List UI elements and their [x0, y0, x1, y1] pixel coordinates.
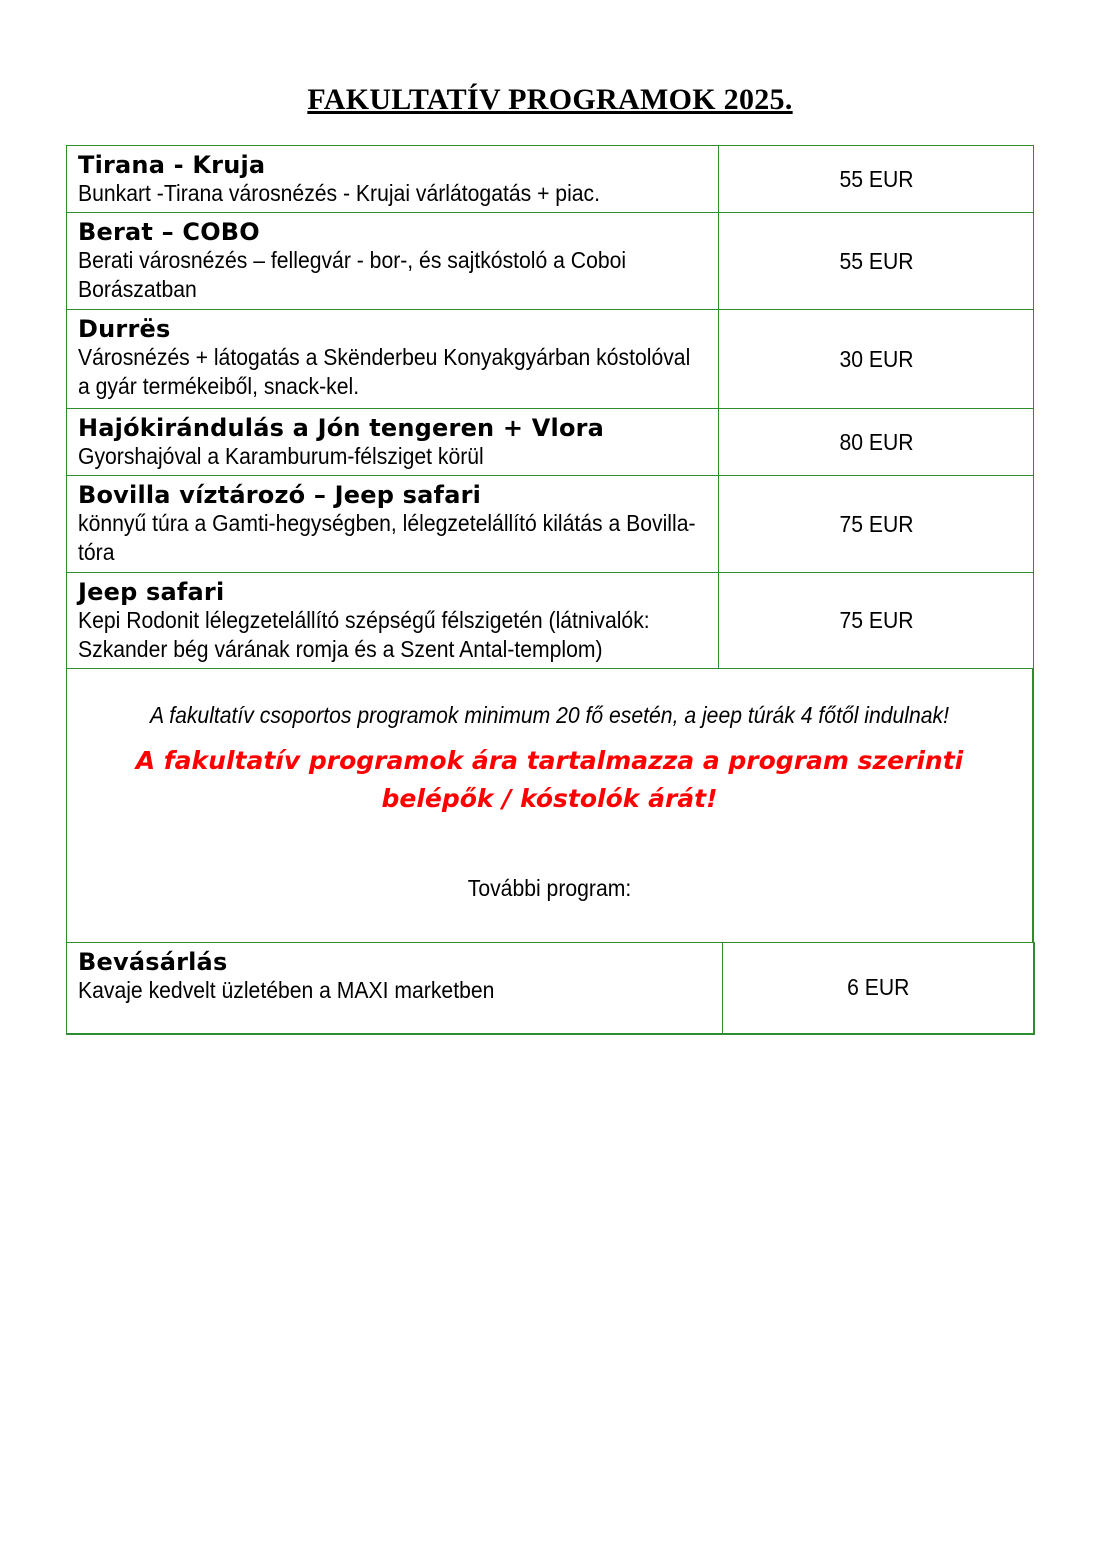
minimum-participants-note: A fakultatív csoportos programok minimum 20 fő esetén, a jeep túrák 4 főtől indulnak! — [149, 702, 950, 728]
program-name: Jeep safari — [78, 578, 225, 606]
extra-program-table — [66, 942, 1035, 1035]
info-box — [66, 668, 1034, 942]
table-row — [67, 146, 1034, 213]
program-price: 80 EUR — [731, 409, 1021, 476]
program-price: 75 EUR — [731, 573, 1021, 669]
program-name: Durrës — [78, 315, 171, 343]
table-row — [67, 943, 1034, 1034]
page-title: FAKULTATÍV PROGRAMOK 2025. — [307, 83, 793, 116]
table-row — [67, 409, 1034, 476]
price-includes-note: A fakultatív programok ára tartalmazza a program szerinti belépők / kóstolók árát! — [135, 746, 964, 813]
program-description-cell — [67, 943, 723, 1034]
program-description: Városnézés + látogatás a Skënderbeu Konyakgyárban kóstolóval a gyár termékeiből, snack-kel. — [78, 344, 691, 399]
program-description-cell — [67, 476, 719, 573]
program-description-cell — [67, 146, 719, 213]
table-row — [67, 573, 1034, 669]
program-price: 6 EUR — [735, 943, 1021, 1034]
program-price: 55 EUR — [731, 146, 1021, 213]
program-price: 55 EUR — [731, 213, 1021, 310]
program-description: Kepi Rodonit lélegzetelállító szépségű félszigetén (látnivalók: Szkander bég várának romja és a Szent Antal-templom) — [78, 607, 650, 662]
programs-table — [66, 145, 1034, 669]
program-price: 75 EUR — [731, 476, 1021, 573]
program-name: Hajókirándulás a Jón tengeren + Vlora — [78, 414, 605, 442]
program-description-cell — [67, 409, 719, 476]
program-name: Berat – COBO — [78, 218, 260, 246]
program-description: Kavaje kedvelt üzletében a MAXI marketben — [78, 977, 495, 1003]
table-row — [67, 476, 1034, 573]
table-row — [67, 310, 1034, 409]
program-description-cell — [67, 573, 719, 669]
program-description: Bunkart -Tirana városnézés - Krujai várlátogatás + piac. — [78, 180, 600, 206]
program-price: 30 EUR — [731, 310, 1021, 409]
program-description: Berati városnézés – fellegvár - bor-, és sajtkóstoló a Coboi Borászatban — [78, 247, 627, 302]
more-programs-label: További program: — [467, 875, 632, 901]
program-name: Tirana - Kruja — [78, 151, 266, 179]
table-row — [67, 213, 1034, 310]
program-name: Bevásárlás — [78, 948, 228, 976]
program-description: Gyorshajóval a Karamburum-félsziget körül — [78, 443, 484, 469]
program-description-cell — [67, 310, 719, 409]
program-name: Bovilla víztározó – Jeep safari — [78, 481, 482, 509]
program-description-cell — [67, 213, 719, 310]
program-description: könnyű túra a Gamti-hegységben, lélegzetelállító kilátás a Bovilla-tóra — [78, 510, 696, 565]
